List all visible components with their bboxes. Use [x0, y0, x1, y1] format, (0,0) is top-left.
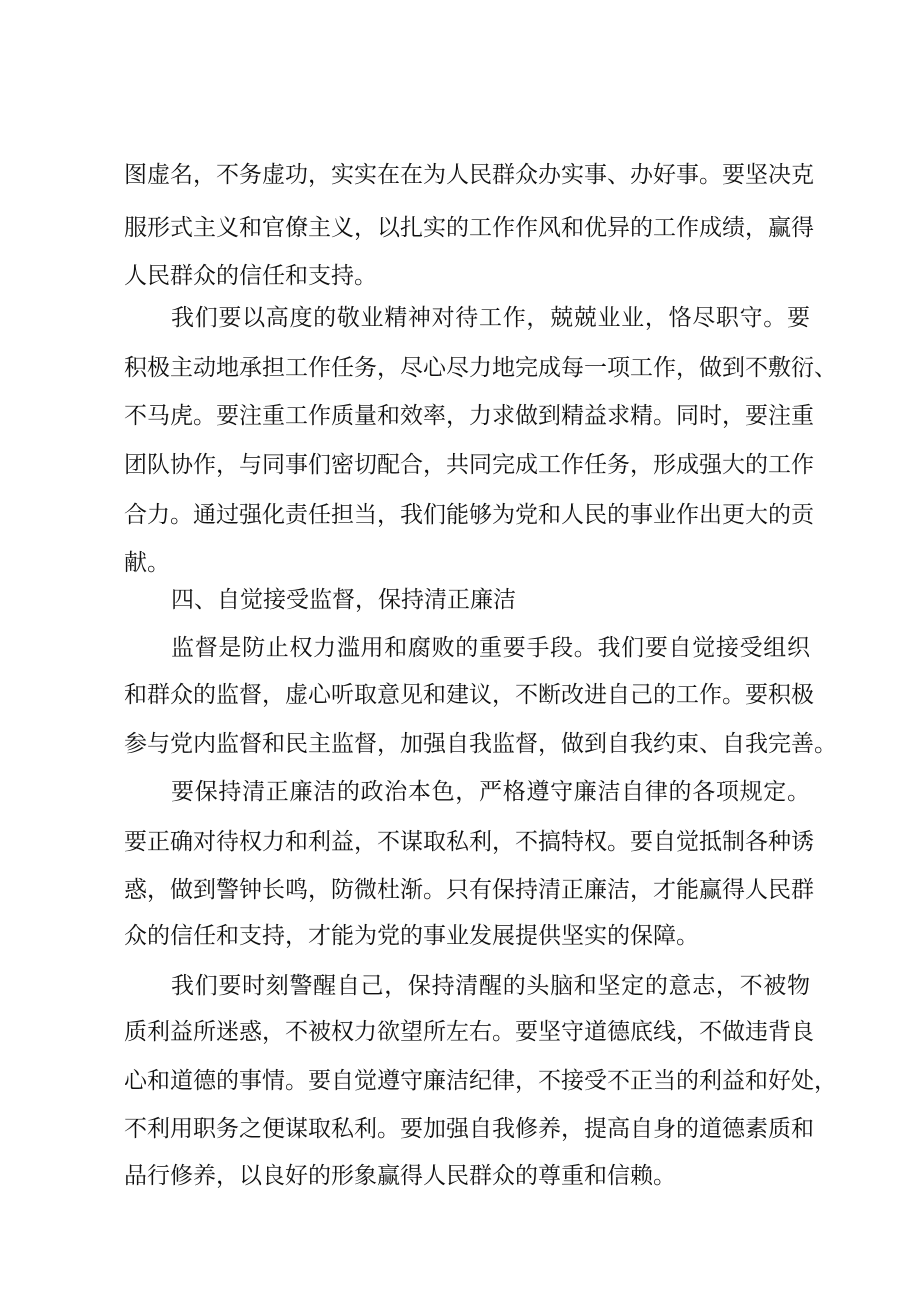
paragraph-5-line-3: 心和道德的事情。要自觉遵守廉洁纪律，不接受不正当的利益和好处， [124, 1068, 837, 1094]
paragraph-4-line-3: 惑，做到警钟长鸣，防微杜渐。只有保持清正廉洁，才能赢得人民群 [124, 877, 814, 903]
paragraph-2-line-6: 献。 [124, 550, 170, 576]
paragraph-1-line-2: 服形式主义和官僚主义，以扎实的工作作风和优异的工作成绩，赢得 [124, 215, 814, 241]
paragraph-2-line-4: 团队协作，与同事们密切配合，共同完成工作任务，形成强大的工作 [124, 452, 814, 478]
paragraph-2-line-1: 我们要以高度的敬业精神对待工作，兢兢业业，恪尽职守。要 [171, 305, 810, 331]
paragraph-2-line-2: 积极主动地承担工作任务，尽心尽力地完成每一项工作，做到不敷衍、 [124, 355, 837, 381]
paragraph-1-line-3: 人民群众的信任和支持。 [124, 263, 377, 289]
paragraph-5-line-1: 我们要时刻警醒自己，保持清醒的头脑和坚定的意志，不被物 [171, 973, 810, 999]
paragraph-2-line-5: 合力。通过强化责任担当，我们能够为党和人民的事业作出更大的贡 [124, 502, 814, 528]
section-heading: 四、自觉接受监督，保持清正廉洁 [171, 587, 516, 613]
paragraph-5-line-2: 质利益所迷惑，不被权力欲望所左右。要坚守道德底线，不做违背良 [124, 1019, 814, 1045]
paragraph-5-line-5: 品行修养，以良好的形象赢得人民群众的尊重和信赖。 [124, 1163, 676, 1189]
paragraph-3-line-1: 监督是防止权力滥用和腐败的重要手段。我们要自觉接受组织 [171, 635, 810, 661]
paragraph-2-line-3: 不马虎。要注重工作质量和效率，力求做到精益求精。同时，要注重 [124, 403, 814, 429]
paragraph-4-line-2: 要正确对待权力和利益，不谋取私利，不搞特权。要自觉抵制各种诱 [124, 829, 814, 855]
paragraph-1-line-1: 图虚名，不务虚功，实实在在为人民群众办实事、办好事。要坚决克 [124, 162, 814, 188]
paragraph-4-line-1: 要保持清正廉洁的政治本色，严格遵守廉洁自律的各项规定。 [171, 779, 810, 805]
paragraph-4-line-4: 众的信任和支持，才能为党的事业发展提供坚实的保障。 [124, 923, 699, 949]
paragraph-5-line-4: 不利用职务之便谋取私利。要加强自我修养，提高自身的道德素质和 [124, 1116, 814, 1142]
paragraph-3-line-2: 和群众的监督，虚心听取意见和建议，不断改进自己的工作。要积极 [124, 682, 814, 708]
paragraph-3-line-3: 参与党内监督和民主监督，加强自我监督，做到自我约束、自我完善。 [124, 731, 837, 757]
